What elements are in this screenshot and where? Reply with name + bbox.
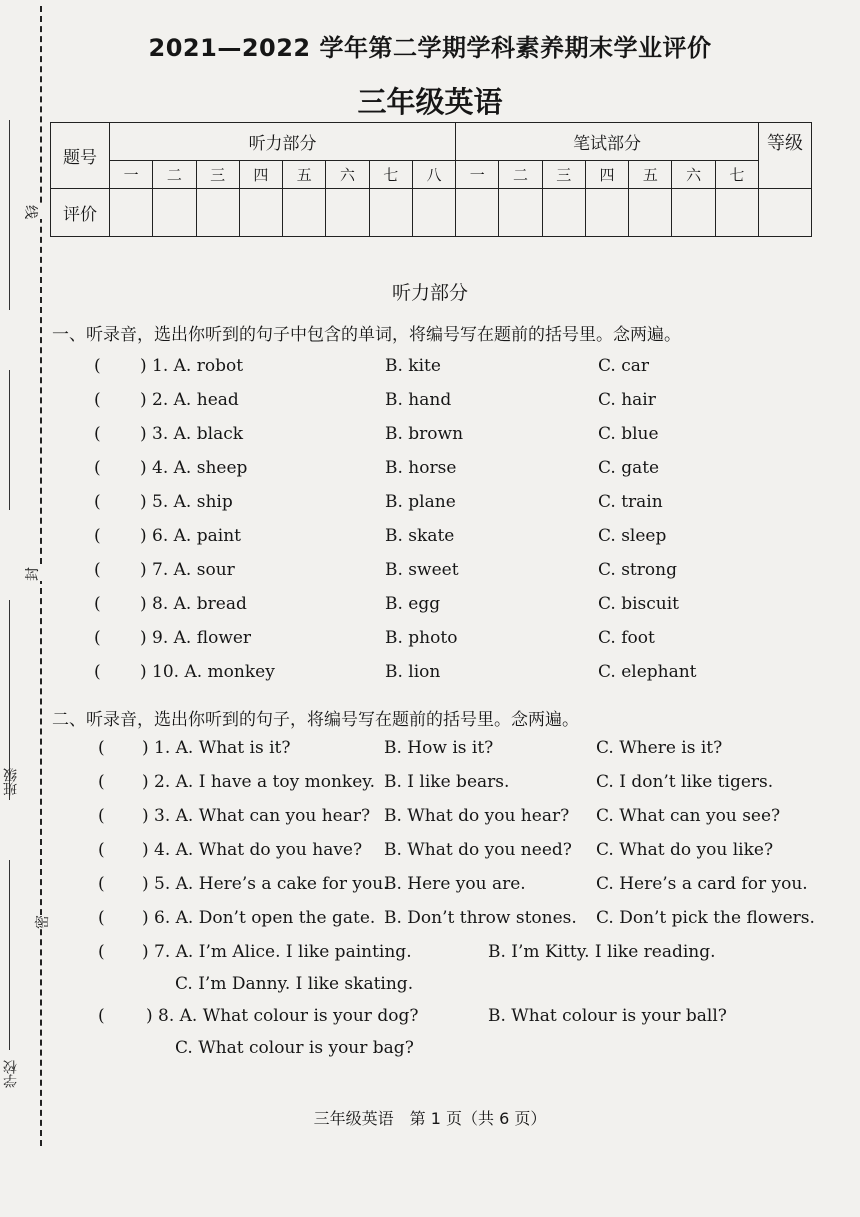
answer-bracket[interactable]: ( [94,356,101,376]
answer-bracket[interactable]: ( [98,738,105,758]
item-option-b: B. Here you are. [384,874,526,894]
part2-item [0,806,860,836]
answer-bracket[interactable]: ( [98,806,105,826]
col-write-3: 三 [542,161,585,189]
grade-header: 等级 [759,123,812,189]
score-cell[interactable] [585,189,628,237]
score-cell[interactable] [283,189,326,237]
item-option-a: ) 1. A. What is it? [142,738,291,758]
item-option-a: ) 6. A. Don’t open the gate. [142,908,376,928]
item-option-b: B. brown [385,424,464,444]
seal-mark-mi: 密 [30,915,54,929]
exam-subtitle: 三年级英语 [357,85,503,119]
writing-header: 笔试部分 [456,123,759,161]
part2-item [0,1006,860,1036]
item-option-b: B. photo [385,628,458,648]
col-listen-6: 六 [326,161,369,189]
listening-section-title: 听力部分 [391,282,468,304]
part2-item [0,738,860,768]
part2-item-continued [0,974,860,1004]
item-option-a: ) 4. A. What do you have? [142,840,363,860]
score-cell[interactable] [412,189,455,237]
score-cell[interactable] [499,189,542,237]
item-option-a: ) 4. A. sheep [140,458,248,478]
item-option-b: B. horse [385,458,457,478]
score-cell[interactable] [196,189,239,237]
item-option-c: C. sleep [598,526,667,546]
item-option-c: C. I’m Danny. I like skating. [175,974,414,994]
item-option-b: B. What do you need? [384,840,572,860]
item-option-b: B. What colour is your ball? [488,1006,727,1026]
score-cell[interactable] [153,189,196,237]
answer-bracket[interactable]: ( [98,908,105,928]
answer-bracket[interactable]: ( [94,458,101,478]
answer-bracket[interactable]: ( [94,594,101,614]
part2-item [0,840,860,870]
answer-bracket[interactable]: ( [94,662,101,682]
item-option-c: C. Here’s a card for you. [596,874,808,894]
item-option-c: C. strong [598,560,677,580]
part2-item [0,874,860,904]
item-option-b: B. sweet [385,560,459,580]
part2-item-continued [0,1038,860,1068]
item-option-c: C. What colour is your bag? [175,1038,414,1058]
item-option-a: ) 8. A. bread [140,594,247,614]
item-option-a: ) 2. A. head [140,390,239,410]
item-option-b: B. Don’t throw stones. [384,908,577,928]
item-option-b: B. I like bears. [384,772,510,792]
part1-item [0,526,860,556]
item-option-b: B. What do you hear? [384,806,570,826]
grade-cell[interactable] [759,189,812,237]
item-option-c: C. blue [598,424,659,444]
answer-bracket[interactable]: ( [94,492,101,512]
item-option-a: ) 7. A. sour [140,560,235,580]
item-option-c: C. Where is it? [596,738,723,758]
item-option-c: C. biscuit [598,594,679,614]
item-option-a: ) 5. A. Here’s a cake for you. [142,874,389,894]
part1-item [0,424,860,454]
item-option-a: ) 8. A. What colour is your dog? [146,1006,419,1026]
part1-item [0,662,860,692]
item-option-c: C. hair [598,390,656,410]
score-cell[interactable] [369,189,412,237]
col-write-7: 七 [715,161,758,189]
score-cell[interactable] [542,189,585,237]
answer-bracket[interactable]: ( [94,424,101,444]
answer-bracket[interactable]: ( [94,526,101,546]
item-option-b: B. hand [385,390,452,410]
answer-bracket[interactable]: ( [98,942,105,962]
item-option-c: C. What do you like? [596,840,774,860]
school-label: 学校 [3,1060,19,1088]
score-cell[interactable] [326,189,369,237]
answer-bracket[interactable]: ( [94,390,101,410]
answer-bracket[interactable]: ( [98,840,105,860]
col-listen-2: 二 [153,161,196,189]
part1-item [0,390,860,420]
item-option-c: C. train [598,492,663,512]
item-option-c: C. elephant [598,662,697,682]
item-option-b: B. I’m Kitty. I like reading. [488,942,716,962]
answer-bracket[interactable]: ( [98,874,105,894]
part1-item [0,628,860,658]
exam-title: 2021—2022 学年第二学期学科素养期末学业评价 [148,34,712,62]
score-cell[interactable] [715,189,758,237]
part2-item [0,942,860,972]
item-option-c: C. foot [598,628,655,648]
col-write-2: 二 [499,161,542,189]
item-option-a: ) 6. A. paint [140,526,241,546]
col-listen-1: 一 [110,161,153,189]
part1-item [0,492,860,522]
item-option-b: B. egg [385,594,441,614]
col-listen-7: 七 [369,161,412,189]
item-option-c: C. What can you see? [596,806,781,826]
listening-header: 听力部分 [110,123,456,161]
part2-item [0,772,860,802]
item-option-c: C. Don’t pick the flowers. [596,908,815,928]
part2-heading: 二、听录音，选出你听到的句子，将编号写在题前的括号里。念两遍。 [52,710,579,730]
score-cell[interactable] [239,189,282,237]
answer-bracket[interactable]: ( [98,1006,105,1026]
answer-bracket[interactable]: ( [98,772,105,792]
col-write-4: 四 [585,161,628,189]
answer-bracket[interactable]: ( [94,560,101,580]
item-option-a: ) 2. A. I have a toy monkey. [142,772,376,792]
col-listen-8: 八 [412,161,455,189]
col-write-5: 五 [629,161,672,189]
item-option-a: ) 1. A. robot [140,356,244,376]
item-option-b: B. How is it? [384,738,494,758]
item-option-a: ) 3. A. What can you hear? [142,806,371,826]
score-cell[interactable] [629,189,672,237]
part1-heading: 一、听录音，选出你听到的句子中包含的单词，将编号写在题前的括号里。念两遍。 [52,325,681,345]
part1-item [0,560,860,590]
part2-item [0,908,860,938]
item-option-c: C. gate [598,458,660,478]
score-table [50,122,812,237]
item-option-a: ) 5. A. ship [140,492,233,512]
col-listen-5: 五 [283,161,326,189]
col-listen-3: 三 [196,161,239,189]
item-option-a: ) 3. A. black [140,424,244,444]
part1-item [0,458,860,488]
item-option-a: ) 9. A. flower [140,628,252,648]
score-cell[interactable] [456,189,499,237]
item-option-b: B. plane [385,492,456,512]
item-option-c: C. I don’t like tigers. [596,772,774,792]
col-listen-4: 四 [239,161,282,189]
item-option-b: B. kite [385,356,441,376]
row2-label: 评价 [51,189,110,237]
part1-item [0,356,860,386]
item-option-b: B. skate [385,526,455,546]
class-label: 班级 [3,768,19,796]
seal-mark-feng: 封 [20,567,44,581]
item-option-a: ) 7. A. I’m Alice. I like painting. [142,942,412,962]
col-write-6: 六 [672,161,715,189]
page-footer: 三年级英语 第 1 页（共 6 页） [313,1109,547,1128]
item-option-a: ) 10. A. monkey [140,662,275,682]
part1-item [0,594,860,624]
score-cell[interactable] [110,189,153,237]
row1-label: 题号 [51,123,110,189]
item-option-b: B. lion [385,662,441,682]
score-cell[interactable] [672,189,715,237]
answer-bracket[interactable]: ( [94,628,101,648]
line-mark: 线 [19,205,43,219]
col-write-1: 一 [456,161,499,189]
item-option-c: C. car [598,356,649,376]
